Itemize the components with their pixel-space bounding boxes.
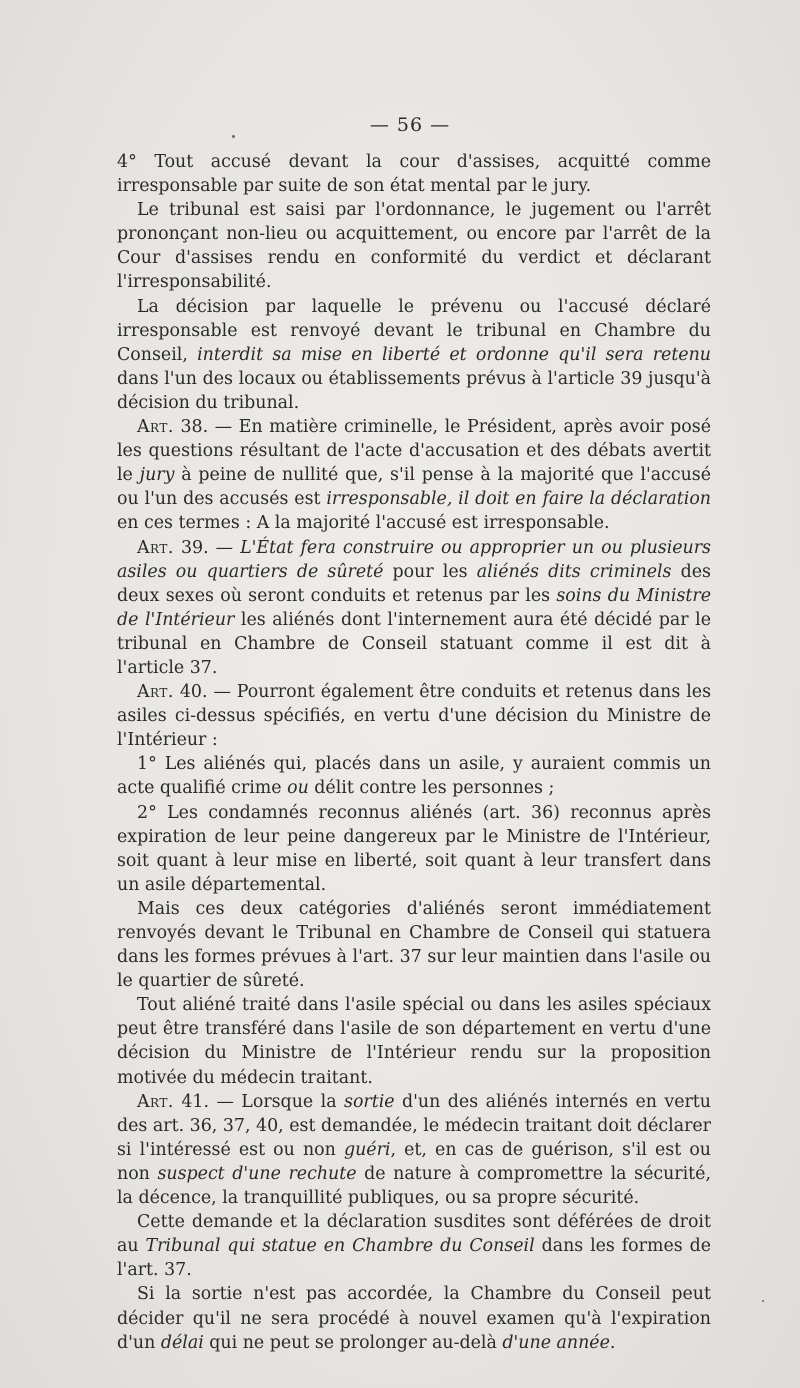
paragraph — [117, 801, 711, 897]
text-run: 38. — En matière criminelle, le Président, après avoir posé les questions résultant de l'acte d'accusation et des débats avertit le — [117, 417, 711, 486]
paragraph — [117, 536, 711, 681]
body-text — [117, 150, 711, 1355]
text-run: de nature à compromettre la sécurité, la décence, la tranquillité publiques, ou sa propre sécurité. — [117, 1163, 711, 1209]
italic-text: suspect d'une rechute — [157, 1163, 357, 1184]
paragraph — [117, 1282, 711, 1354]
italic-text: Tribunal qui statue en Chambre du Conseil — [145, 1236, 535, 1257]
paper-speck — [762, 1300, 764, 1302]
text-run: Tout aliéné traité dans l'asile spécial ou dans les asiles spéciaux peut être transféré dans l'asile de son département en vertu d'une décision du Ministre de l'Intérieur rendu sur la proposition motivée du médecin traitant. — [117, 995, 711, 1088]
paragraph — [117, 1210, 711, 1282]
text-run: en ces termes : A la majorité l'accusé est irresponsable. — [117, 513, 610, 534]
text-run: 39. — — [173, 537, 241, 558]
paragraph — [117, 198, 711, 294]
italic-text: guéri — [343, 1139, 391, 1160]
paragraph — [117, 752, 711, 800]
italic-text: sortie — [344, 1091, 395, 1112]
article-label: Art. — [137, 537, 174, 558]
text-run: 4° Tout accusé devant la cour d'assises, acquitté comme irresponsable par suite de son état mental par le jury. — [117, 152, 711, 197]
text-run: les aliénés dont l'internement aura été décidé par le tribunal en Chambre de Conseil statuant comme il est dit à l'article 37. — [117, 609, 712, 678]
text-run: 40. — Pourront également être conduits et retenus dans les asiles ci-dessus spécifiés, en vertu d'une décision du Ministre de l'Intérieur : — [117, 682, 711, 751]
text-run: 2° Les condamnés reconnus aliénés (art. 36) reconnus après expiration de leur peine dangereux par le Ministre de l'Intérieur, soit quant à leur mise en liberté, soit quant à leur transfert dans un asile départemental. — [117, 802, 711, 895]
text-run: Mais ces deux catégories d'aliénés seront immédiatement renvoyés devant le Tribunal en Chambre de Conseil qui statuera dans les formes prévues à l'art. 37 sur leur maintien dans l'asile ou le quartier de sûreté. — [117, 898, 711, 992]
paragraph — [117, 993, 711, 1089]
text-run: d'un des aliénés internés en vertu des art. 36, 37, 40, est demandée, le médecin traitant doit déclarer si l'intéressé est ou non — [117, 1091, 711, 1160]
text-run: dans l'un des locaux ou établissements prévus à l'article 39 jusqu'à décision du tribunal. — [117, 368, 711, 413]
paragraph — [117, 680, 711, 752]
text-run: délit contre les personnes ; — [308, 778, 555, 799]
text-run: des deux sexes où seront conduits et retenus par les — [117, 561, 711, 606]
page-number: — 56 — — [369, 114, 451, 136]
text-run: 1° Les aliénés qui, placés dans un asile, y auraient commis un acte qualifié crime — [117, 754, 711, 799]
paragraph — [117, 415, 711, 535]
italic-text: jury — [139, 465, 175, 486]
text-run: pour les — [383, 561, 477, 582]
italic-text: interdit sa mise en liberté et ordonne qu'il sera retenu — [197, 344, 712, 365]
italic-text: soins du Ministre de l'Intérieur — [117, 585, 711, 630]
text-run: qui ne peut se prolonger au-delà — [203, 1332, 503, 1353]
text-run: à peine de nullité que, s'il pense à la majorité que l'accusé ou l'un des accusés est — [117, 465, 711, 510]
article-label: Art. — [137, 682, 174, 703]
text-run: La décision par laquelle le prévenu ou l'accusé déclaré irresponsable est renvoyé devant le tribunal en Chambre du Conseil, — [117, 296, 711, 365]
text-run: 41. — Lorsque la — [173, 1091, 345, 1112]
paragraph — [117, 295, 711, 415]
italic-text: ou — [287, 778, 309, 799]
italic-text: délai — [160, 1332, 204, 1353]
paragraph — [117, 897, 711, 993]
italic-text: aliénés dits criminels — [476, 561, 672, 582]
italic-text: d'une année. — [502, 1332, 616, 1353]
text-run: Le tribunal est saisi par l'ordonnance, le jugement ou l'arrêt prononçant non-lieu ou acquittement, ou encore par l'arrêt de la Cour d'assises rendu en conformité du verdict et déclarant l'irresponsabilité. — [117, 200, 711, 293]
text-run: Si la sortie n'est pas accordée, la Chambre du Conseil peut décider qu'il ne sera procédé à nouvel examen qu'à l'expiration d'un — [117, 1284, 711, 1353]
text-run: Cette demande et la déclaration susdites sont déférées de droit au — [117, 1212, 711, 1257]
italic-text: L'État fera construire ou approprier un ou plusieurs asiles ou quartiers de sûreté — [117, 537, 711, 582]
text-run: dans les formes de l'art. 37. — [117, 1236, 711, 1281]
italic-text: irresponsable, il doit en faire la déclaration — [326, 489, 712, 510]
paragraph — [117, 150, 711, 198]
paragraph — [117, 1090, 711, 1210]
article-label: Art. — [137, 417, 174, 438]
text-run: , et, en cas de guérison, s'il est ou non — [117, 1139, 711, 1184]
article-label: Art. — [137, 1091, 174, 1112]
